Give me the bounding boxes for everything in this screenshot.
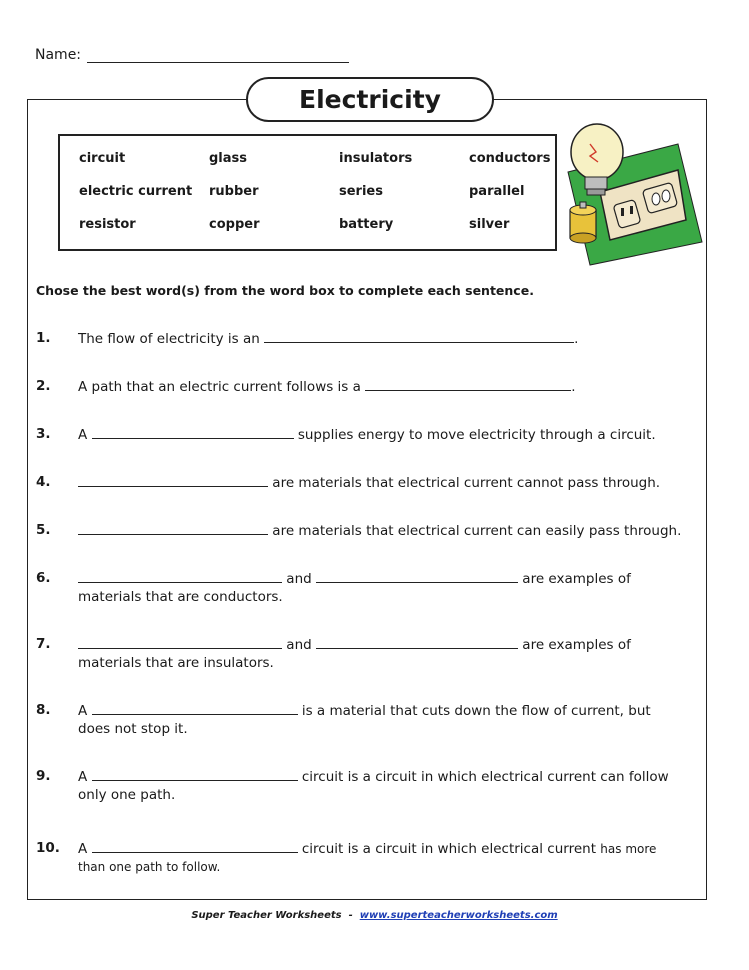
question-text: and (286, 571, 312, 587)
answer-blank[interactable] (92, 767, 298, 781)
question-number: 7. (36, 636, 51, 652)
electricity-clipart (560, 122, 710, 267)
word-bank-item: series (339, 184, 383, 199)
question-text: A path that an electric current follows is a (78, 379, 361, 395)
answer-blank[interactable] (92, 425, 294, 439)
answer-blank[interactable] (78, 473, 268, 487)
question-text: than one path to follow. (78, 860, 221, 874)
footer-brand: Super Teacher Worksheets (191, 910, 342, 921)
word-bank-item: parallel (469, 184, 525, 199)
question-text: materials that are insulators. (78, 655, 274, 671)
word-bank-item: conductors (469, 151, 551, 166)
question-text: materials that are conductors. (78, 589, 283, 605)
answer-blank[interactable] (264, 329, 574, 343)
word-bank-item: battery (339, 217, 394, 232)
footer-separator: - (348, 910, 353, 921)
name-blank[interactable] (87, 47, 349, 63)
word-bank-item: rubber (209, 184, 259, 199)
answer-blank[interactable] (78, 521, 268, 535)
question-text: are materials that electrical current cannot pass through. (272, 475, 661, 491)
question-text: circuit is a circuit in which electrical current can follow (301, 769, 669, 785)
question-text: A (78, 427, 88, 443)
question-number: 9. (36, 768, 51, 784)
question-text: A (78, 841, 88, 857)
answer-blank[interactable] (78, 569, 282, 583)
answer-blank[interactable] (365, 377, 571, 391)
question-text: only one path. (78, 787, 176, 803)
name-label: Name: (35, 47, 82, 63)
word-bank-item: insulators (339, 151, 413, 166)
word-bank-item: resistor (79, 217, 136, 232)
answer-blank[interactable] (316, 569, 518, 583)
answer-blank[interactable] (78, 635, 282, 649)
question-number: 3. (36, 426, 51, 442)
question-number: 2. (36, 378, 51, 394)
footer (0, 910, 749, 921)
answer-blank[interactable] (92, 839, 298, 853)
question-text: is a material that cuts down the flow of current, but (301, 703, 651, 719)
question-number: 8. (36, 702, 51, 718)
name-field (35, 47, 349, 63)
question-text: supplies energy to move electricity through a circuit. (297, 427, 656, 443)
worksheet-title: Electricity (246, 77, 494, 122)
answer-blank[interactable] (316, 635, 518, 649)
question-text: are examples of (522, 571, 631, 587)
question-text: . (574, 331, 579, 347)
word-bank-item: circuit (79, 151, 126, 166)
question-number: 6. (36, 570, 51, 586)
answer-blank[interactable] (92, 701, 298, 715)
word-bank-item: glass (209, 151, 248, 166)
question-text: has more (600, 842, 657, 856)
question-text: and (286, 637, 312, 653)
word-bank (58, 134, 557, 251)
question-text: are materials that electrical current can easily pass through. (272, 523, 682, 539)
question-text: A (78, 703, 88, 719)
question-number: 4. (36, 474, 51, 490)
word-bank-item: silver (469, 217, 510, 232)
question-text: circuit is a circuit in which electrical current (301, 841, 596, 857)
word-bank-item: electric current (79, 184, 193, 199)
question-text: are examples of (522, 637, 631, 653)
question-text: A (78, 769, 88, 785)
instructions: Chose the best word(s) from the word box to complete each sentence. (36, 283, 534, 298)
question-text: The flow of electricity is an (78, 331, 260, 347)
question-text: does not stop it. (78, 721, 188, 737)
word-bank-item: copper (209, 217, 260, 232)
question-number: 5. (36, 522, 51, 538)
footer-link[interactable]: www.superteacherworksheets.com (359, 910, 558, 921)
question-number: 1. (36, 330, 51, 346)
question-number: 10. (36, 840, 60, 856)
question-text: . (571, 379, 576, 395)
